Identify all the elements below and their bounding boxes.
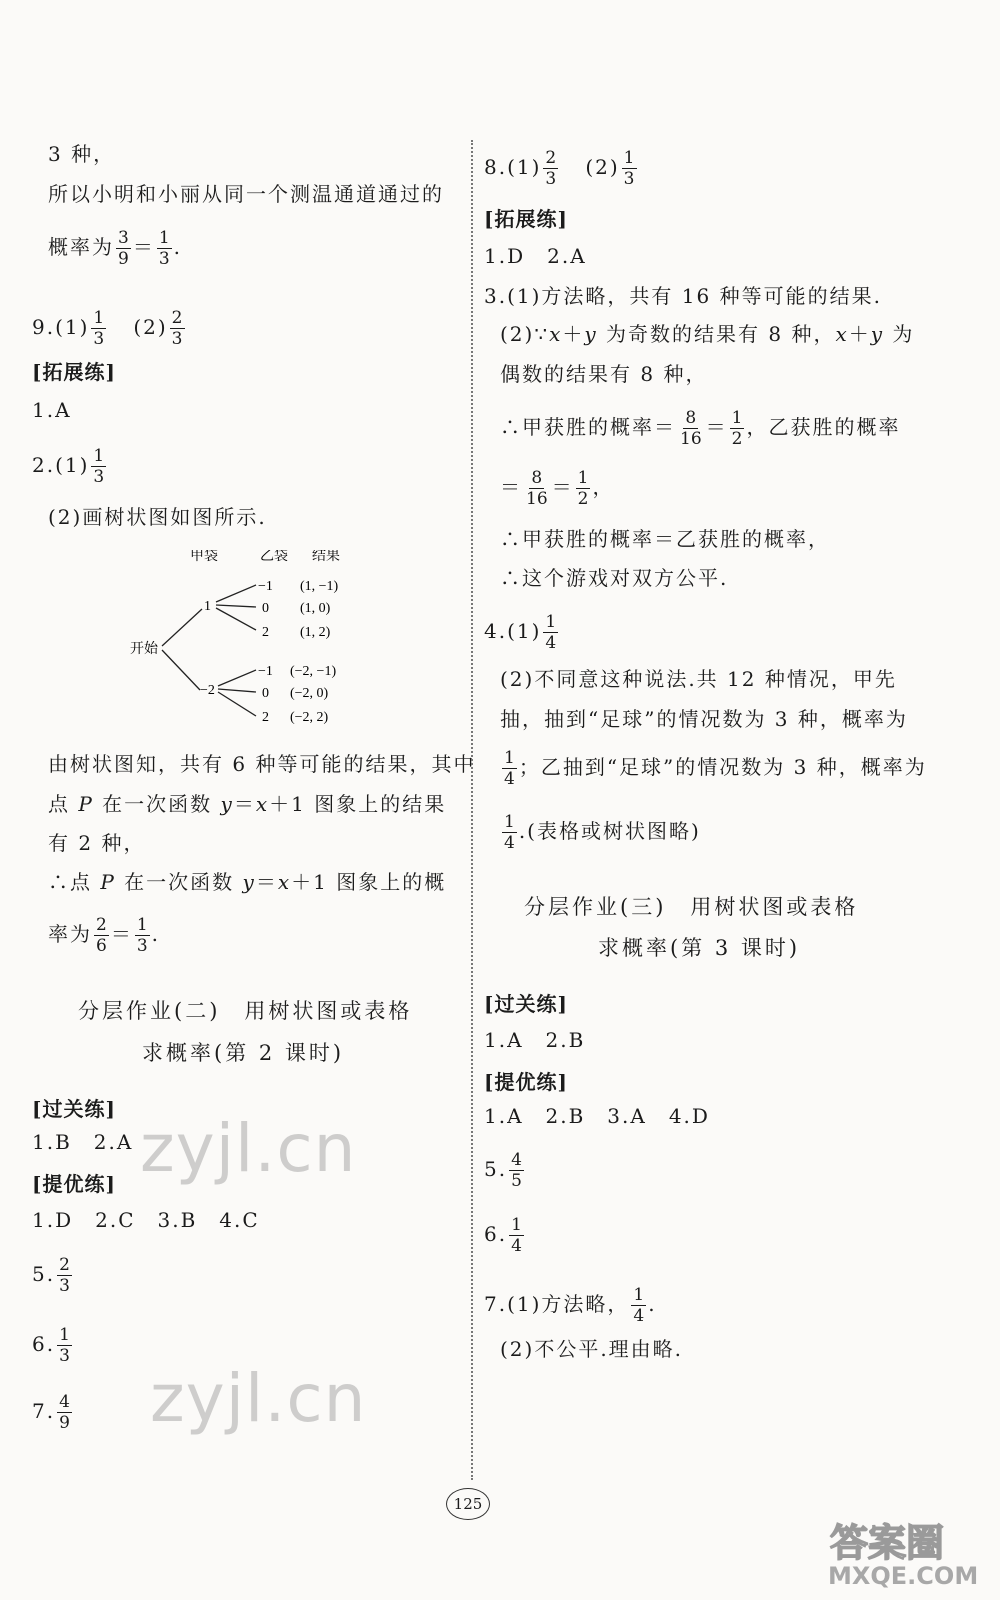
right-t4-4: $\frac{1}{4}$ ；乙抽到“足球”的情况数为 3 种，概率为 [504, 748, 927, 789]
tree-header-result: 结果 [312, 550, 340, 564]
left-q6: 6. $\frac{1}{3}$ [32, 1325, 70, 1366]
tree-result: (1, 0) [300, 601, 331, 616]
tree-leaf: 0 [262, 686, 269, 701]
left-line-3: 概率为 $\frac{3}{9}$ ＝ $\frac{1}{3}$ . [48, 228, 183, 269]
tree-result: (1, −1) [300, 579, 339, 594]
heading-3-line-2: 求概率(第 3 课时) [598, 936, 801, 960]
logo-sub: MXQE.COM [828, 1562, 979, 1590]
section-tiyou-left: [提优练] [32, 1172, 116, 1196]
tree-leaf: 2 [262, 710, 269, 725]
right-q7-2: (2)不公平.理由略. [500, 1337, 684, 1361]
right-q8: 8.(1) $\frac{2}{3}$ (2) $\frac{1}{3}$ [484, 148, 635, 189]
right-t3-5: ＝ $\frac{8}{16}$ ＝ $\frac{1}{2}$ ， [500, 468, 615, 509]
right-tiyou-answers: 1.A 2.B 3.A 4.D [484, 1104, 710, 1128]
tree-leaf: −1 [258, 664, 273, 679]
section-tuozhan-left: [拓展练] [32, 360, 116, 384]
right-t4: 4.(1) $\frac{1}{4}$ [484, 612, 557, 653]
left-guoguan-answers: 1.B 2.A [32, 1130, 134, 1154]
left-line-2: 所以小明和小丽从同一个测温通道通过的 [48, 182, 444, 206]
heading-2-line-1: 分层作业(二) 用树状图或表格 [78, 999, 413, 1023]
column-divider [471, 140, 473, 1480]
left-q5: 5. $\frac{2}{3}$ [32, 1255, 70, 1296]
watermark: zyjl.cn [140, 1110, 357, 1187]
left-q9: 9.(1) $\frac{1}{3}$ (2) $\frac{2}{3}$ [32, 308, 183, 349]
fraction: $\frac{3}{9}$ [118, 228, 129, 269]
fraction: $\frac{1}{3}$ [158, 228, 170, 269]
right-t3-7: ∴这个游戏对双方公平. [500, 566, 729, 590]
tree-result: (−2, −1) [290, 664, 337, 679]
left-p4: ∴点 P 在一次函数 y＝x＋1 图象上的概 [48, 870, 447, 894]
right-t3-6: ∴甲获胜的概率＝乙获胜的概率， [500, 527, 830, 551]
section-tiyou-right: [提优练] [484, 1070, 568, 1094]
right-t3-3: 偶数的结果有 8 种， [500, 362, 708, 386]
right-guoguan-answers: 1.A 2.B [484, 1028, 586, 1052]
watermark: zyjl.cn [150, 1360, 367, 1437]
left-p2: 点 P 在一次函数 y＝x＋1 图象上的结果 [48, 792, 447, 816]
right-q7: 7.(1)方法略， $\frac{1}{4}$ . [484, 1285, 657, 1326]
right-t4-5: $\frac{1}{4}$ .(表格或树状图略) [504, 812, 701, 853]
tree-leaf: 0 [262, 601, 269, 616]
left-p5: 率为 $\frac{2}{6}$ ＝ $\frac{1}{3}$ . [48, 915, 161, 956]
heading-3-line-1: 分层作业(三) 用树状图或表格 [524, 895, 859, 919]
tree-header-jia: 甲袋 [190, 550, 218, 564]
tree-branch-1: 1 [204, 599, 211, 614]
right-t3-2: (2)∵x＋y 为奇数的结果有 8 种，x＋y 为 [500, 322, 915, 346]
site-logo [820, 1512, 990, 1592]
heading-2-line-2: 求概率(第 2 课时) [142, 1041, 345, 1065]
section-guoguan-right: [过关练] [484, 992, 568, 1016]
left-p1: 由树状图知，共有 6 种等可能的结果，其中 [48, 752, 476, 776]
tree-branch-2: −2 [200, 683, 215, 698]
left-t2: 2.(1) $\frac{1}{3}$ [32, 446, 105, 487]
left-q7: 7. $\frac{4}{9}$ [32, 1392, 70, 1433]
tree-result: (−2, 2) [290, 710, 329, 725]
right-t-answers: 1.D 2.A [484, 244, 587, 268]
left-line-1: 3 种， [48, 142, 116, 166]
tree-header-yi: 乙袋 [260, 550, 288, 564]
right-t4-3: 抽，抽到“足球”的情况数为 3 种，概率为 [500, 707, 908, 731]
tree-leaf: −1 [258, 579, 273, 594]
page-number: 125 [446, 1488, 490, 1520]
left-t1: 1.A [32, 398, 72, 422]
left-p3: 有 2 种， [48, 831, 146, 855]
tree-diagram [100, 550, 400, 735]
tree-start: 开始 [130, 642, 158, 657]
logo-text: 答案圈 [830, 1521, 945, 1565]
right-t4-2: (2)不同意这种说法.共 12 种情况，甲先 [500, 667, 897, 691]
tree-leaf: 2 [262, 625, 269, 640]
right-q6: 6. $\frac{1}{4}$ [484, 1215, 522, 1256]
section-guoguan-left: [过关练] [32, 1097, 116, 1121]
tree-result: (1, 2) [300, 625, 331, 640]
section-tuozhan-right: [拓展练] [484, 207, 568, 231]
left-t2b: (2)画树状图如图所示. [48, 505, 267, 529]
left-tiyou-answers: 1.D 2.C 3.B 4.C [32, 1208, 260, 1232]
right-t3-4: ∴甲获胜的概率＝ $\frac{8}{16}$ ＝ $\frac{1}{2}$ ，乙获胜的概率 [500, 408, 901, 449]
right-t3-1: 3.(1)方法略，共有 16 种等可能的结果. [484, 284, 882, 308]
right-q5: 5. $\frac{4}{5}$ [484, 1150, 522, 1191]
tree-result: (−2, 0) [290, 686, 329, 701]
